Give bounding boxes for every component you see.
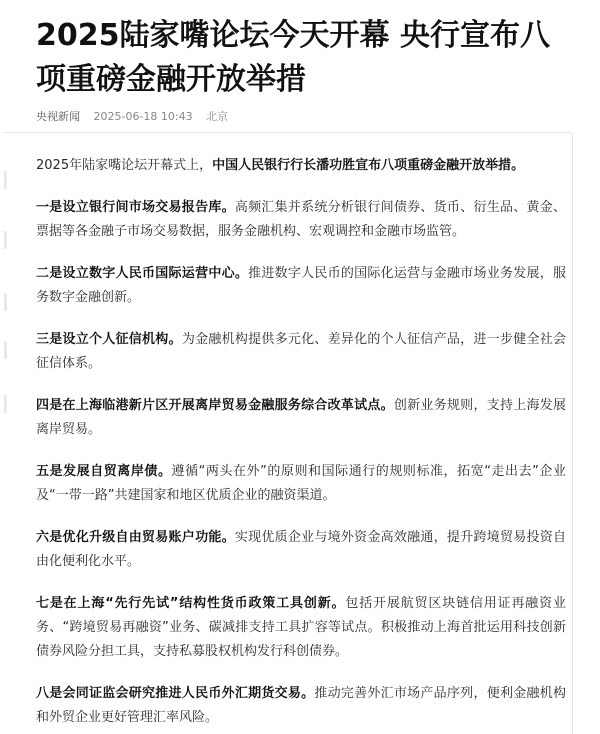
edge-marker — [4, 171, 7, 189]
measure-text: 推进数字人民币的国际化运营与金融市场业务发展，服务数字金融创新。 — [36, 266, 566, 305]
measure-paragraph-6 — [36, 526, 566, 574]
intro-text: 2025年陆家嘴论坛开幕式上， — [36, 158, 213, 173]
measure-heading: 四是在上海临港新片区开展离岸贸易金融服务综合改革试点。 — [36, 398, 394, 413]
edge-marker — [4, 395, 7, 413]
article-source[interactable]: 央视新闻 — [36, 110, 80, 123]
measure-text: 创新业务规则，支持上海发展离岸贸易。 — [36, 398, 566, 437]
measure-heading: 六是优化升级自由贸易账户功能。 — [36, 530, 235, 545]
measure-text: 包括开展航贸区块链信用证再融资业务、“跨境贸易再融资”业务、碳减排支持工具扩容等试点。积极推动上海首批运用科技创新债券风险分担工具，支持私募股权机构发行科创债券。 — [36, 596, 566, 659]
measure-paragraph-1 — [36, 196, 566, 244]
measure-heading: 五是发展自贸离岸债。 — [36, 464, 172, 479]
article-location: 北京 — [206, 110, 229, 123]
measure-text: 推动完善外汇市场产品序列，便利金融机构和外贸企业更好管理汇率风险。 — [36, 686, 566, 725]
measure-paragraph-2 — [36, 262, 566, 310]
measure-heading: 八是会同证监会研究推进人民币外汇期货交易。 — [36, 686, 315, 701]
intro-paragraph — [36, 154, 566, 178]
measure-paragraph-5 — [36, 460, 566, 508]
measure-paragraph-3 — [36, 328, 566, 376]
measure-text: 高频汇集并系统分析银行间债券、货币、衍生品、黄金、票据等各金融子市场交易数据，服务金融机构、宏观调控和金融市场监管。 — [36, 200, 566, 239]
article-body — [36, 154, 566, 734]
measure-heading: 二是设立数字人民币国际运营中心。 — [36, 266, 249, 281]
measure-text: 为金融机构提供多元化、差异化的个人征信产品，进一步健全社会征信体系。 — [36, 332, 566, 371]
edge-marker — [4, 231, 7, 249]
measure-text: 遵循“两头在外”的原则和国际通行的规则标准，拓宽“走出去”企业及“一带一路”共建国家和地区优质企业的融资渠道。 — [36, 464, 566, 503]
article-datetime: 2025-06-18 10:43 — [93, 110, 193, 123]
article-meta — [36, 108, 238, 124]
measure-heading: 一是设立银行间市场交易报告库。 — [36, 200, 235, 215]
measure-heading: 三是设立个人征信机构。 — [36, 332, 182, 347]
measure-paragraph-8 — [36, 682, 566, 730]
edge-marker — [4, 293, 7, 311]
edge-marker — [4, 341, 7, 359]
measure-paragraph-4 — [36, 394, 566, 442]
intro-bold: 中国人民银行行长潘功胜宣布八项重磅金融开放举措。 — [212, 158, 525, 173]
article-title: 2025陆家嘴论坛今天开幕 央行宣布八项重磅金融开放举措 — [36, 18, 550, 97]
measure-paragraph-7 — [36, 592, 566, 664]
measure-heading: 七是在上海“先行先试”结构性货币政策工具创新。 — [36, 596, 346, 611]
measure-text: 实现优质企业与境外资金高效融通，提升跨境贸易投资自由化便利化水平。 — [36, 530, 566, 569]
